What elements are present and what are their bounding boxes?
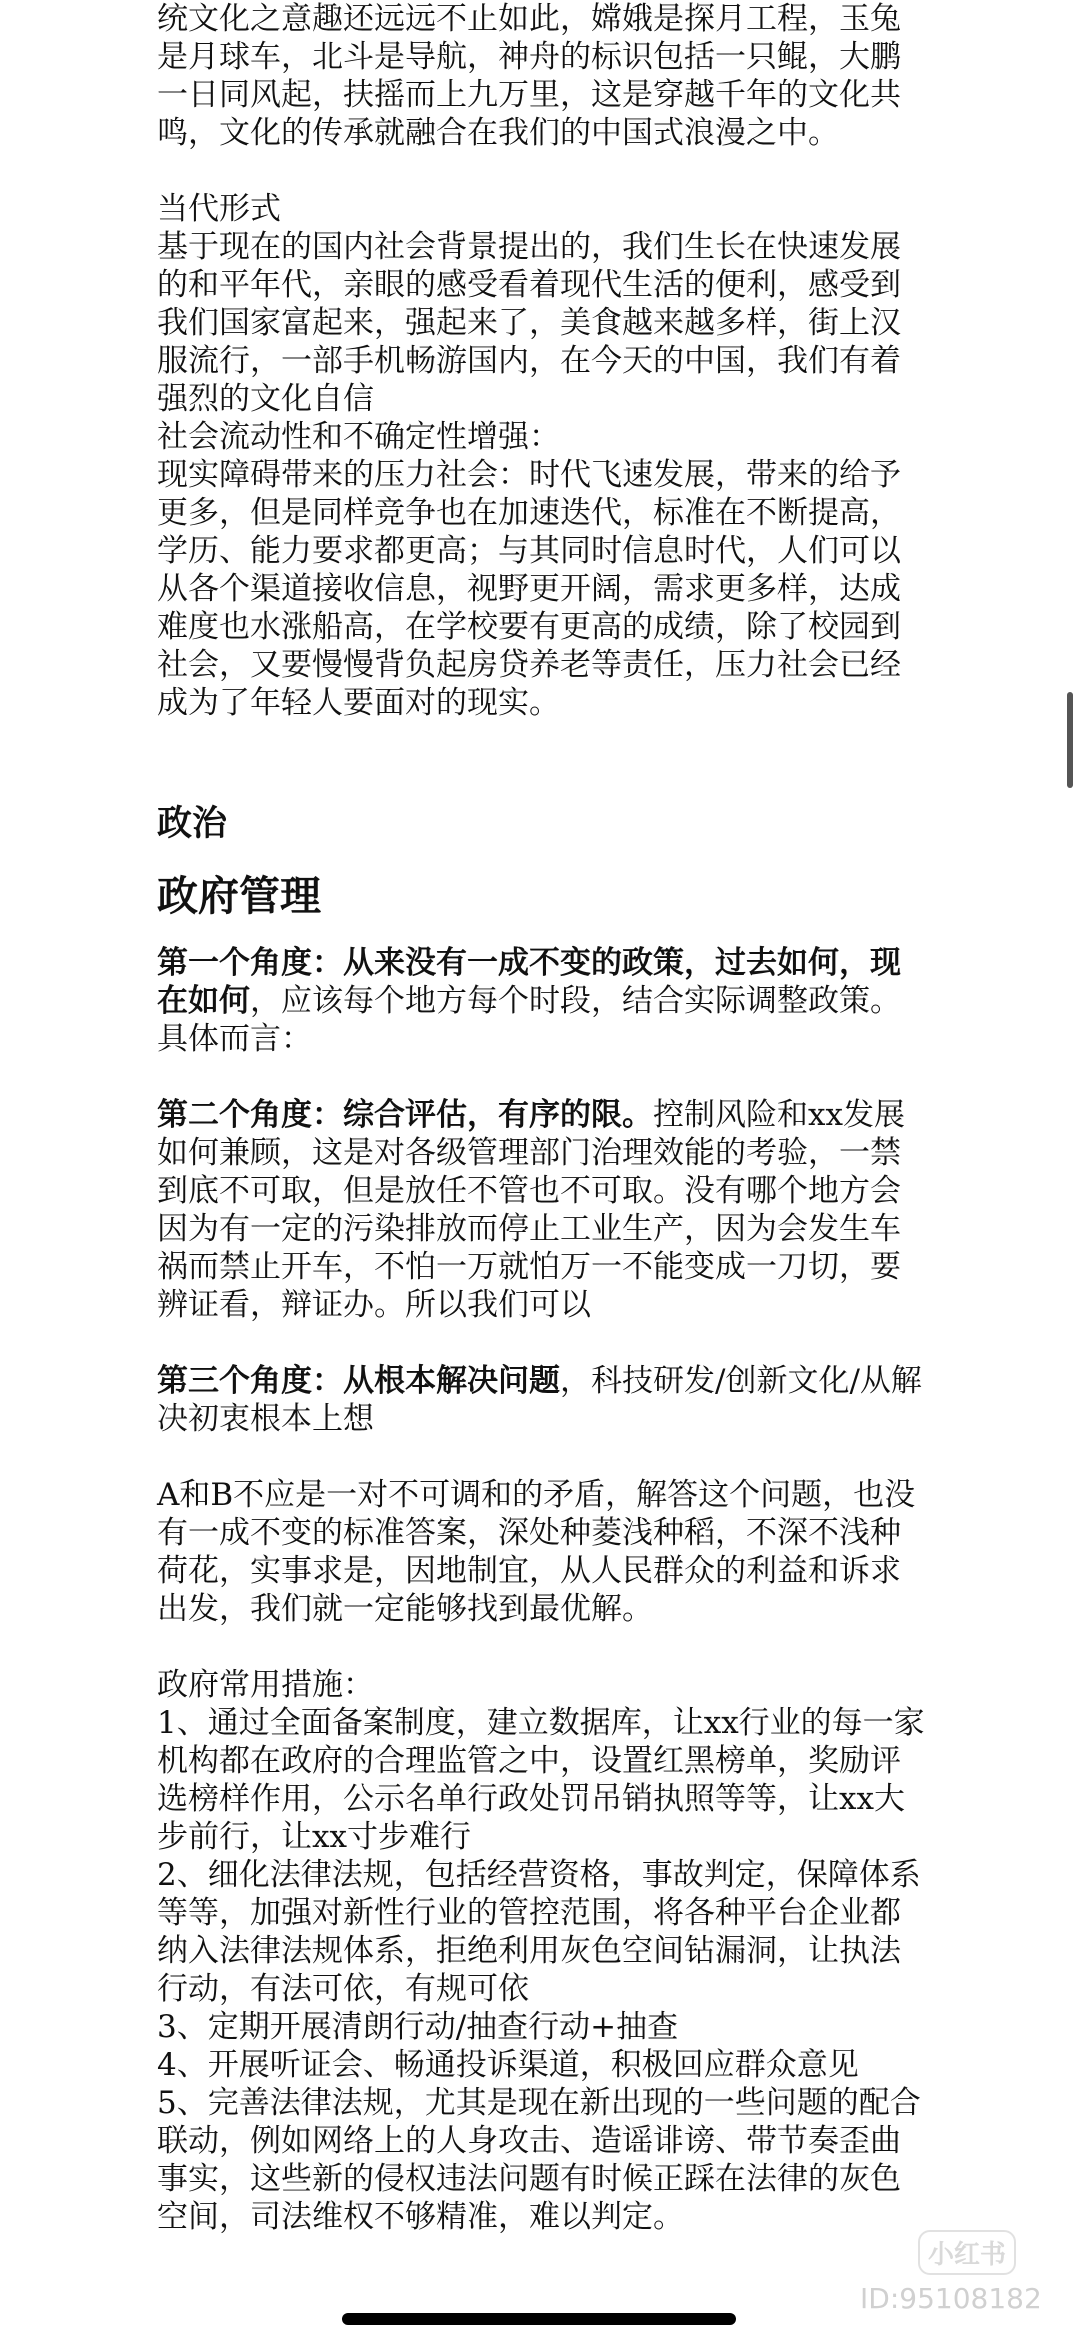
mobility-heading: 社会流动性和不确定性增强： bbox=[157, 419, 560, 455]
contemporary-paragraph: 基于现在的国内社会背景提出的，我们生长在快速发展的和平年代，亲眼的感受看着现代生活的便利，感受到我们国家富起来，强起来了，美食越来越多样，街上汉服流行，一部手机畅游国内，在今天的中国，我们有着强烈的文化自信 bbox=[157, 229, 901, 417]
section-title: 政治 bbox=[157, 804, 228, 844]
angle-2-text: 控制风险和xx发展如何兼顾，这是对各级管理部门治理效能的考验，一禁到底不可取，但是放任不管也不可取。没有哪个地方会因为有一定的污染排放而停止工业生产，因为会发生车祸而禁止开车，不怕一万就怕万一不能变成一刀切，要辨证看，辩证办。所以我们可以 bbox=[157, 1097, 905, 1323]
angle-3-paragraph bbox=[157, 1362, 927, 1438]
angle-1-text: ，应该每个地方每个时段，结合实际调整政策。具体而言： bbox=[157, 983, 901, 1057]
angle-2-lead: 第二个角度：综合评估，有序的限。 bbox=[157, 1097, 653, 1133]
intro-paragraph: 统文化之意趣还远远不止如此，嫦娥是探月工程，玉兔是月球车，北斗是导航，神舟的标识包括一只鲲，大鹏一日同风起，扶摇而上九万里，这是穿越千年的文化共鸣，文化的传承就融合在我们的中国式浪漫之中。 bbox=[157, 1, 901, 151]
contemporary-heading: 当代形式 bbox=[157, 191, 281, 227]
spacer bbox=[157, 152, 927, 190]
spacer bbox=[157, 1438, 927, 1476]
measure-item-5: 5、完善法律法规，尤其是现在新出现的一些问题的配合联动，例如网络上的人身攻击、造谣诽谤、带节奏歪曲事实，这些新的侵权违法问题有时候正踩在法律的灰色空间，司法维权不够精准，难以判定。 bbox=[157, 2085, 921, 2235]
spacer bbox=[157, 1058, 927, 1096]
vertical-scrollbar[interactable] bbox=[1067, 692, 1073, 788]
spacer bbox=[157, 1324, 927, 1362]
spacer bbox=[157, 1628, 927, 1666]
measure-item-3: 3、定期开展清朗行动/抽查行动+抽查 bbox=[157, 2009, 679, 2045]
angle-2-paragraph bbox=[157, 1096, 927, 1324]
angle-3-text: ，科技研发/创新文化/从解决初衷根本上想 bbox=[157, 1363, 922, 1437]
pressure-paragraph: 现实障碍带来的压力社会：时代飞速发展，带来的给予更多，但是同样竞争也在加速迭代，标准在不断提高，学历、能力要求都更高；与其同时信息时代，人们可以从各个渠道接收信息，视野更开阔，需求更多样，达成难度也水涨船高，在学校要有更高的成绩，除了校园到社会，又要慢慢背负起房贷养老等责任，压力社会已经成为了年轻人要面对的现实。 bbox=[157, 457, 901, 721]
angle-3-lead: 第三个角度：从根本解决问题 bbox=[157, 1363, 560, 1399]
measure-item-4: 4、开展听证会、畅通投诉渠道，积极回应群众意见 bbox=[157, 2047, 859, 2083]
angle-1-paragraph bbox=[157, 944, 927, 1058]
measure-item-2: 2、细化法律法规，包括经营资格，事故判定，保障体系等等，加强对新性行业的管控范围，将各种平台企业都纳入法律法规体系，拒绝利用灰色空间钻漏洞，让执法行动，有法可依，有规可依 bbox=[157, 1857, 921, 2007]
measure-item-1: 1、通过全面备案制度，建立数据库，让xx行业的每一家机构都在政府的合理监管之中，设置红黑榜单，奖励评选榜样作用，公示名单行政处罚吊销执照等等，让xx大步前行，让xx寸步难行 bbox=[157, 1705, 925, 1855]
home-indicator-bar[interactable] bbox=[342, 2313, 736, 2325]
spacer bbox=[157, 722, 927, 802]
watermark bbox=[860, 2230, 1060, 2330]
ab-paragraph: A和B不应是一对不可调和的矛盾，解答这个问题，也没有一成不变的标准答案，深处种菱浅种稻，不深不浅种荷花，实事求是，因地制宜，从人民群众的利益和诉求出发，我们就一定能够找到最优解。 bbox=[157, 1477, 916, 1627]
subsection-title: 政府管理 bbox=[157, 872, 321, 920]
angle-1-lead: 第一个角度：从来没有一成不变的政策，过去如何，现在如何 bbox=[157, 945, 901, 1019]
document-content bbox=[157, 0, 927, 2236]
measures-heading: 政府常用措施： bbox=[157, 1667, 374, 1703]
watermark-logo: 小红书 bbox=[918, 2230, 1016, 2275]
watermark-user-id: ID:95108182 bbox=[860, 2282, 1042, 2315]
